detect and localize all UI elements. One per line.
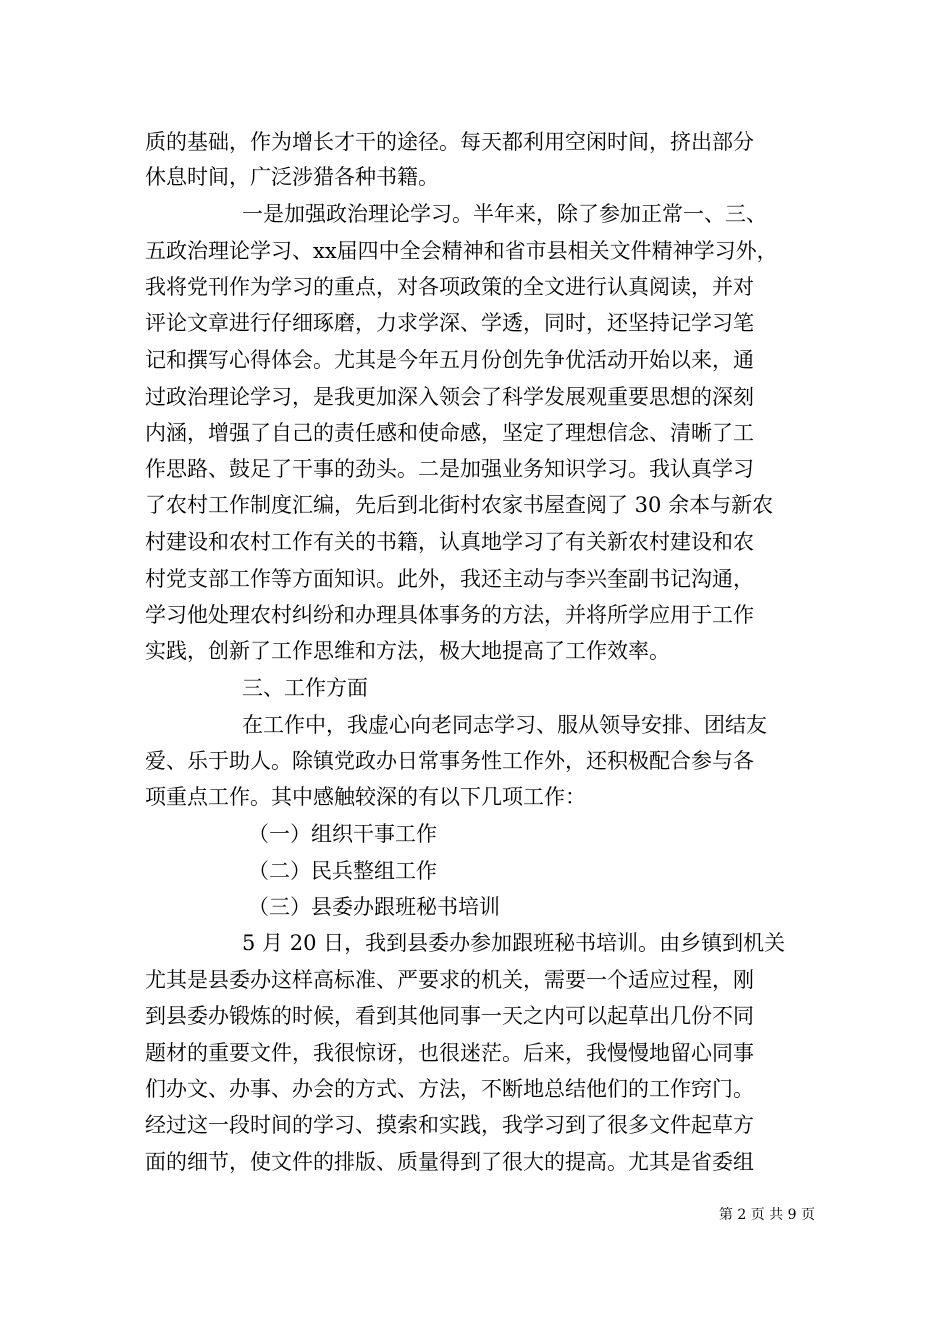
text-line: 经过这一段时间的学习、摸索和实践，我学习到了很多文件起草方 — [145, 1113, 754, 1137]
subsection-heading: （三）县委办跟班秘书培训 — [248, 895, 500, 919]
text-line: 学习他处理农村纠纷和办理具体事务的方法，并将所学应用于工作 — [145, 603, 754, 627]
text-line: 休息时间，广泛涉猎各种书籍。 — [145, 165, 439, 189]
subsection-heading: （一）组织干事工作 — [248, 822, 437, 846]
text-line: 评论文章进行仔细琢磨，力求学深、学透，同时，还坚持记学习笔 — [145, 311, 754, 335]
text-line: 项重点工作。其中感触较深的有以下几项工作： — [145, 785, 586, 809]
subsection-heading: （二）民兵整组工作 — [248, 859, 437, 883]
text-line: 了农村工作制度汇编，先后到北街村农家书屋查阅了 30 余本与新农 — [145, 493, 774, 517]
text-line: 面的细节，使文件的排版、质量得到了很大的提高。尤其是省委组 — [145, 1150, 754, 1174]
text-line: 质的基础，作为增长才干的途径。每天都利用空闲时间，挤出部分 — [145, 130, 754, 154]
text-line: 我将党刊作为学习的重点，对各项政策的全文进行认真阅读，并对 — [145, 275, 754, 299]
text-line: 内涵，增强了自己的责任感和使命感，坚定了理想信念、清晰了工 — [145, 421, 754, 445]
page-number-footer: 第 2 页 共 9 页 — [718, 1207, 815, 1223]
paragraph-first-line: 一是加强政治理论学习。半年来，除了参加正常一、三、 — [242, 202, 767, 226]
text-line: 村建设和农村工作有关的书籍，认真地学习了有关新农村建设和农 — [145, 530, 754, 554]
text-line: 到县委办锻炼的时候，看到其他同事一天之内可以起草出几份不同 — [145, 1004, 754, 1028]
text-line: 们办文、办事、办会的方式、方法，不断地总结他们的工作窍门。 — [145, 1077, 754, 1101]
text-line: 作思路、鼓足了干事的劲头。二是加强业务知识学习。我认真学习 — [145, 457, 754, 481]
text-line: 实践，创新了工作思维和方法，极大地提高了工作效率。 — [145, 639, 670, 663]
text-line: 尤其是县委办这样高标准、严要求的机关，需要一个适应过程，刚 — [145, 968, 754, 992]
text-line: 爱、乐于助人。除镇党政办日常事务性工作外，还积极配合参与各 — [145, 749, 754, 773]
text-line: 村党支部工作等方面知识。此外，我还主动与李兴奎副书记沟通， — [145, 567, 754, 591]
text-line: 五政治理论学习、xx届四中全会精神和省市县相关文件精神学习外， — [145, 239, 778, 263]
paragraph-first-line: 5 月 20 日，我到县委办参加跟班秘书培训。由乡镇到机关 — [242, 931, 786, 955]
paragraph-first-line: 在工作中，我虚心向老同志学习、服从领导安排、团结友 — [242, 713, 767, 737]
section-heading: 三、工作方面 — [242, 676, 368, 700]
text-line: 记和撰写心得体会。尤其是今年五月份创先争优活动开始以来，通 — [145, 348, 754, 372]
text-line: 过政治理论学习，是我更加深入领会了科学发展观重要思想的深刻 — [145, 385, 754, 409]
text-line: 题材的重要文件，我很惊讶，也很迷茫。后来，我慢慢地留心同事 — [145, 1041, 754, 1065]
